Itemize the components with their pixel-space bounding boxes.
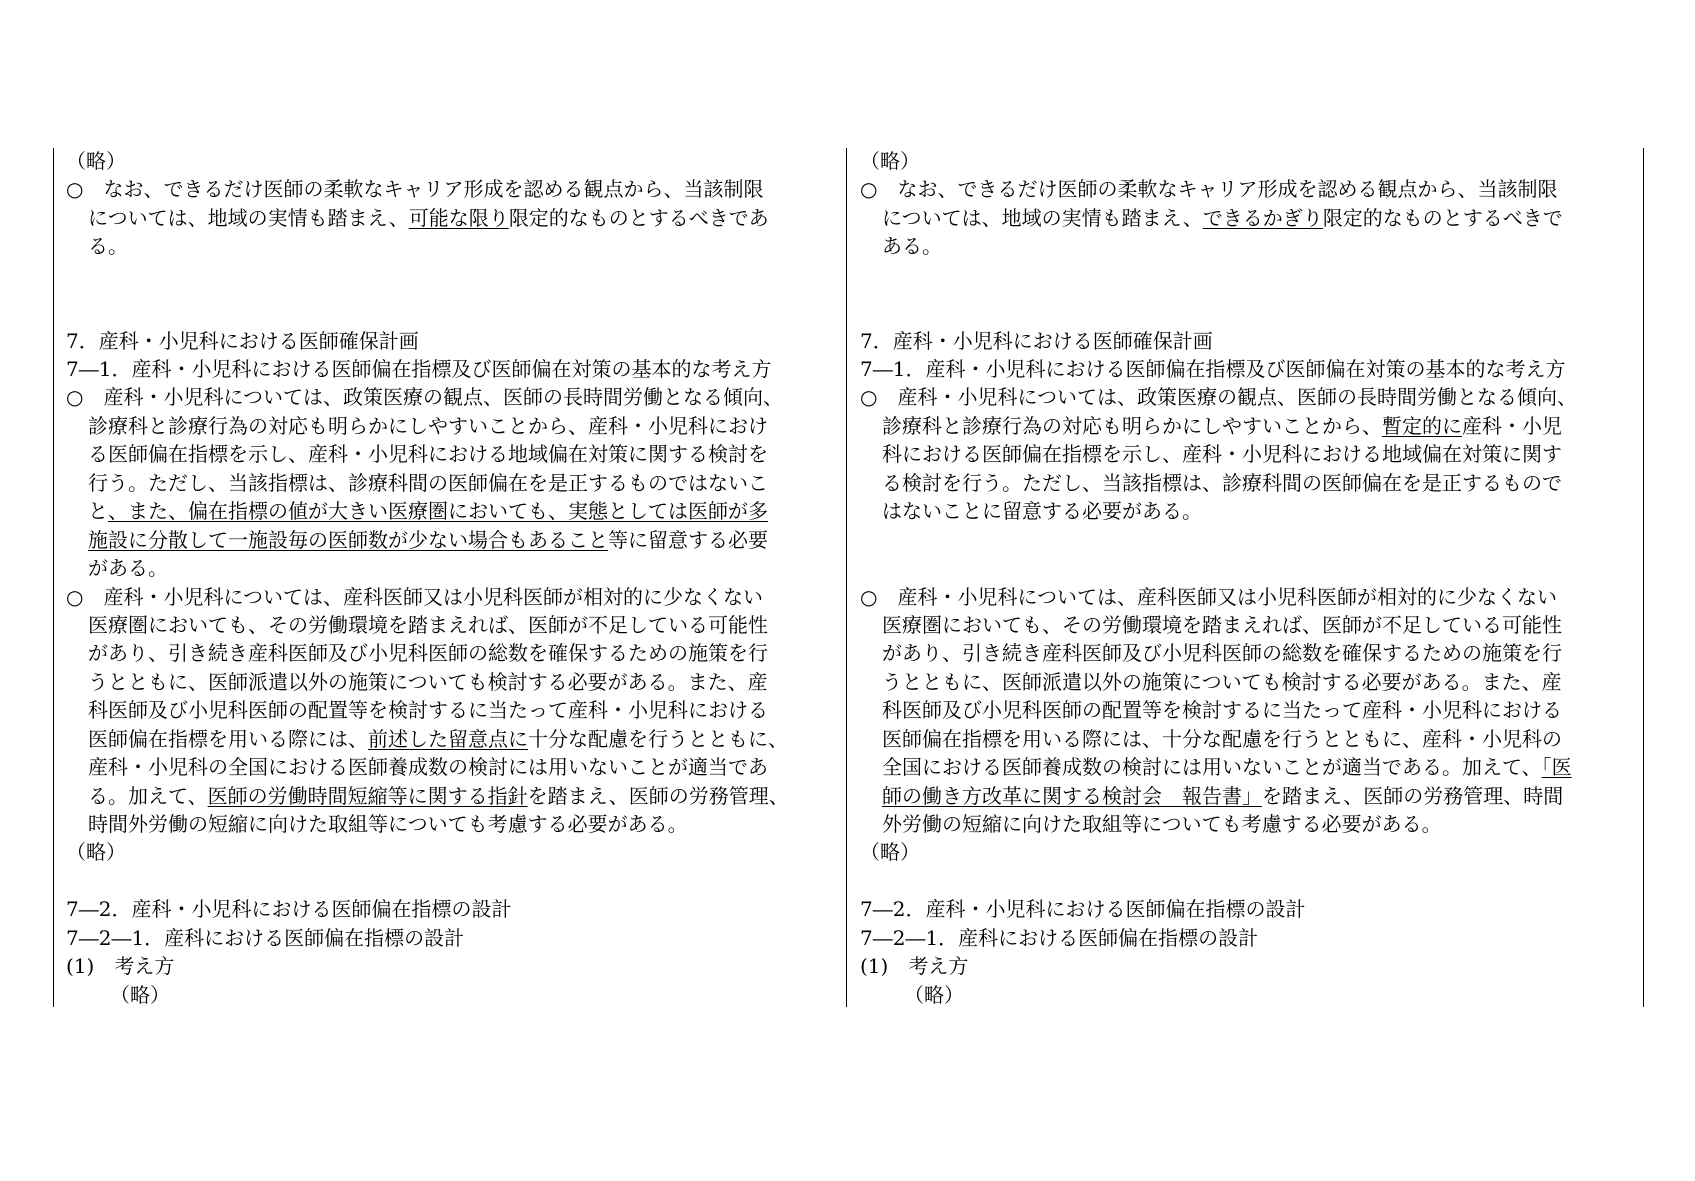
text-line — [88, 232, 128, 260]
text-line — [88, 440, 768, 468]
text-segment: る。 — [88, 234, 128, 258]
text-segment: （略） — [860, 840, 920, 864]
text-segment: 7―2―1．産科における医師偏在指標の設計 — [860, 926, 1259, 950]
text-segment: ○ 産科・小児科については、政策医療の観点、医師の長時間労働となる傾向、 — [860, 385, 1578, 409]
text-line — [882, 440, 1562, 468]
text-segment: と — [88, 499, 108, 523]
text-line — [66, 355, 771, 383]
text-segment: ○ なお、できるだけ医師の柔軟なキャリア形成を認める観点から、当該制限 — [66, 177, 764, 201]
text-segment: ある。 — [882, 234, 942, 258]
text-segment: （略） — [904, 983, 964, 1007]
underlined-revision: 施設に分散して一施設毎の医師数が少ない場合もあること — [88, 528, 608, 552]
text-segment: はないことに留意する必要がある。 — [882, 499, 1202, 523]
text-line — [66, 327, 419, 355]
text-line — [88, 696, 768, 724]
text-segment: る検討を行う。ただし、当該指標は、診療科間の医師偏在を是正するもので — [882, 471, 1562, 495]
text-line — [66, 895, 511, 923]
text-line — [66, 147, 126, 175]
text-line — [882, 753, 1572, 781]
text-line — [88, 204, 769, 232]
underlined-revision: 医師の労働時間短縮等に関する指針 — [207, 784, 528, 808]
text-segment: については、地域の実情も踏まえ、 — [88, 206, 409, 230]
text-line — [88, 753, 768, 781]
text-segment: うとともに、医師派遣以外の施策についても検討する必要がある。また、産 — [882, 670, 1562, 694]
text-segment: 7．産科・小児科における医師確保計画 — [66, 329, 419, 353]
text-segment: 7―1．産科・小児科における医師偏在指標及び医師偏在対策の基本的な考え方 — [860, 357, 1566, 381]
text-segment: 産科・小児科の全国における医師養成数の検討には用いないことが適当であ — [88, 755, 768, 779]
text-segment: 外労働の短縮に向けた取組等についても考慮する必要がある。 — [882, 812, 1442, 836]
text-segment: があり、引き続き産科医師及び小児科医師の総数を確保するための施策を行 — [88, 641, 768, 665]
text-segment: を踏まえ、医師の労務管理、時間 — [1262, 784, 1564, 808]
text-segment: （略） — [110, 983, 170, 1007]
underlined-revision: 、また、偏在指標の値が大きい医療圏においても、実態としては医師が多 — [108, 499, 768, 523]
text-line — [882, 782, 1563, 810]
underlined-revision: 「医 — [1541, 755, 1572, 779]
text-segment: 全国における医師養成数の検討には用いないことが適当である。加えて、 — [882, 755, 1542, 779]
text-line — [882, 668, 1562, 696]
table-border-center — [846, 148, 847, 1007]
text-line — [88, 469, 768, 497]
text-line — [66, 583, 763, 611]
text-line — [882, 725, 1562, 753]
text-line — [88, 554, 168, 582]
text-segment: 等に留意する必要 — [608, 528, 768, 552]
text-line — [882, 204, 1563, 232]
table-border-right — [1643, 148, 1644, 1007]
text-line — [860, 327, 1213, 355]
text-line — [860, 355, 1565, 383]
text-segment: 医療圏においても、その労働環境を踏まえれば、医師が不足している可能性 — [88, 613, 768, 637]
text-line — [66, 175, 763, 203]
text-segment: ○ 産科・小児科については、政策医療の観点、医師の長時間労働となる傾向、 — [66, 385, 784, 409]
text-line — [860, 147, 920, 175]
text-segment: (1) 考え方 — [66, 954, 175, 978]
text-line — [860, 952, 968, 980]
text-line — [882, 412, 1562, 440]
text-segment: 十分な配慮を行うとともに、 — [528, 727, 788, 751]
text-segment: 科における医師偏在指標を示し、産科・小児科における地域偏在対策に関す — [882, 442, 1562, 466]
text-line — [88, 412, 768, 440]
text-segment: 7―2．産科・小児科における医師偏在指標の設計 — [66, 897, 512, 921]
text-segment: 7―1．産科・小児科における医師偏在指標及び医師偏在対策の基本的な考え方 — [66, 357, 772, 381]
text-line — [66, 838, 126, 866]
text-segment: があり、引き続き産科医師及び小児科医師の総数を確保するための施策を行 — [882, 641, 1562, 665]
text-segment: (1) 考え方 — [860, 954, 969, 978]
text-line — [88, 497, 768, 525]
text-segment: 産科・小児 — [1462, 414, 1562, 438]
text-line — [860, 175, 1557, 203]
text-segment: （略） — [66, 840, 126, 864]
text-segment: 診療科と診療行為の対応も明らかにしやすいことから、 — [882, 414, 1382, 438]
text-line — [860, 583, 1557, 611]
text-line — [66, 383, 783, 411]
text-line — [882, 696, 1562, 724]
table-border-left — [53, 148, 54, 1007]
text-segment: る医師偏在指標を示し、産科・小児科における地域偏在対策に関する検討を — [88, 442, 768, 466]
text-line — [66, 924, 464, 952]
text-segment: 医師偏在指標を用いる際には、 — [88, 727, 368, 751]
text-line — [860, 895, 1305, 923]
text-line — [88, 725, 788, 753]
underlined-revision: 前述した留意点に — [368, 727, 528, 751]
text-line — [860, 383, 1577, 411]
text-segment: うとともに、医師派遣以外の施策についても検討する必要がある。また、産 — [88, 670, 768, 694]
text-segment: （略） — [860, 149, 920, 173]
text-segment: がある。 — [88, 556, 168, 580]
text-segment: 診療科と診療行為の対応も明らかにしやすいことから、産科・小児科におけ — [88, 414, 768, 438]
text-line — [110, 981, 170, 1009]
text-segment: については、地域の実情も踏まえ、 — [882, 206, 1203, 230]
underlined-revision: 暫定的に — [1382, 414, 1462, 438]
text-segment: 医師偏在指標を用いる際には、十分な配慮を行うとともに、産科・小児科の — [882, 727, 1562, 751]
text-line — [88, 782, 789, 810]
underlined-revision: 可能な限り — [408, 206, 509, 230]
text-segment: ○ 産科・小児科については、産科医師又は小児科医師が相対的に少なくない — [66, 585, 764, 609]
text-line — [66, 952, 174, 980]
text-line — [882, 232, 942, 260]
text-line — [904, 981, 964, 1009]
text-segment: 7．産科・小児科における医師確保計画 — [860, 329, 1213, 353]
text-segment: 時間外労働の短縮に向けた取組等についても考慮する必要がある。 — [88, 812, 688, 836]
text-line — [882, 469, 1562, 497]
text-segment: 科医師及び小児科医師の配置等を検討するに当たって産科・小児科における — [882, 698, 1562, 722]
underlined-revision: 師の働き方改革に関する検討会 報告書」 — [882, 784, 1262, 808]
text-segment: 限定的なものとするべきであ — [508, 206, 769, 230]
text-segment: る。加えて、 — [88, 784, 208, 808]
text-segment: （略） — [66, 149, 126, 173]
text-segment: 行う。ただし、当該指標は、診療科間の医師偏在を是正するものではないこ — [88, 471, 768, 495]
text-segment: を踏まえ、医師の労務管理、 — [527, 784, 789, 808]
text-line — [88, 810, 688, 838]
text-segment: 7―2．産科・小児科における医師偏在指標の設計 — [860, 897, 1306, 921]
text-segment: 医療圏においても、その労働環境を踏まえれば、医師が不足している可能性 — [882, 613, 1562, 637]
text-line — [88, 611, 768, 639]
text-segment: 7―2―1．産科における医師偏在指標の設計 — [66, 926, 465, 950]
text-line — [882, 611, 1562, 639]
underlined-revision: できるかぎり — [1202, 206, 1323, 230]
text-segment: ○ 産科・小児科については、産科医師又は小児科医師が相対的に少なくない — [860, 585, 1558, 609]
text-line — [882, 810, 1442, 838]
text-segment: 限定的なものとするべきで — [1322, 206, 1563, 230]
text-line — [860, 838, 920, 866]
text-line — [860, 924, 1258, 952]
text-line — [882, 497, 1202, 525]
text-line — [882, 639, 1562, 667]
text-line — [88, 668, 768, 696]
text-segment: 科医師及び小児科医師の配置等を検討するに当たって産科・小児科における — [88, 698, 768, 722]
text-segment: ○ なお、できるだけ医師の柔軟なキャリア形成を認める観点から、当該制限 — [860, 177, 1558, 201]
text-line — [88, 526, 768, 554]
text-line — [88, 639, 768, 667]
